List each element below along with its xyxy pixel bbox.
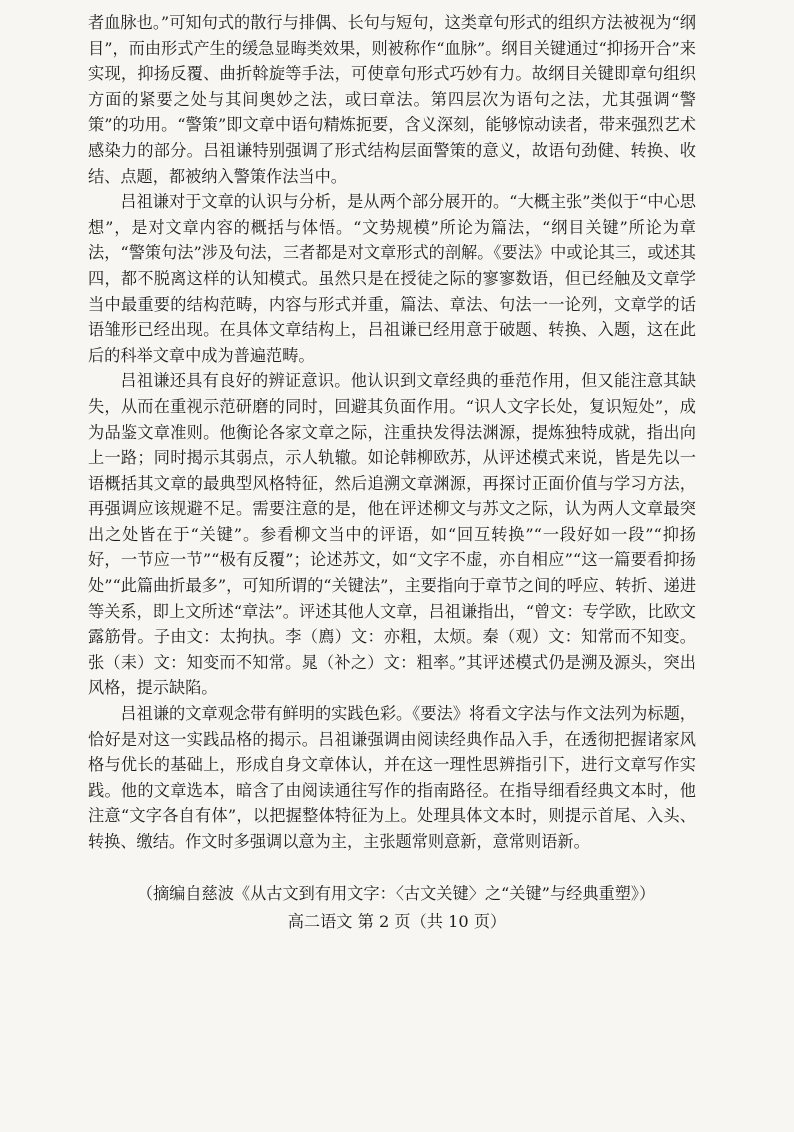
- paragraph-4: 吕祖谦的文章观念带有鲜明的实践色彩。《要法》将看文字法与作文法列为标题，恰好是对这一实践品格的揭示。吕祖谦强调由阅读经典作品入手，在透彻把握诸家风格与优长的基础上，形成自身文章体认，并在这一理性思辨指引下，进行文章写作实践。他的文章选本，暗含了由阅读通往写作的指南路径。在指导细看经典文本时，他注意“文字各自有体”，以把握整体特征为上。处理具体文本时，则提示首尾、入头、转换、缴结。作文时多强调以意为主，主张题常则意新，意常则语新。: [88, 704, 696, 851]
- page-footer: 高二语文 第 2 页（共 10 页）: [287, 912, 507, 931]
- paragraph-1: 者血脉也。”可知句式的散行与排偶、长句与短句，这类章句形式的组织方法被视为“纲目”，而由形式产生的缓急显晦类效果，则被称作“血脉”。纲目关键通过“抑扬开合”来实现，抑扬反覆、曲折斡旋等手法，可使章句形式巧妙有力。故纲目关键即章句组织方面的紧要之处与其间奥妙之法，或曰章法。第四层次为语句之法，尤其强调“警策”的功用。“警策”即文章中语句精炼扼要，含义深刻，能够惊动读者，带来强烈艺术感染力的部分。吕祖谦特别强调了形式结构层面警策的意义，故语句劲健、转换、收结、点题，都被纳入警策作法当中。: [88, 13, 696, 186]
- paragraph-2: 吕祖谦对于文章的认识与分析，是从两个部分展开的。“大概主张”类似于“中心思想”，是对文章内容的概括与体悟。“文势规模”所论为篇法，“纲目关键”所论为章法，“警策句法”涉及句法，三者都是对文章形式的剖解。《要法》中或论其三，或述其四，都不脱离这样的认知模式。虽然只是在授徒之际的寥寥数语，但已经触及文章学当中最重要的结构范畴，内容与形式并重，篇法、章法、句法一一论列，文章学的话语雏形已经出现。在具体文章结构上，吕祖谦已经用意于破题、转换、入题，这在此后的科举文章中成为普遍范畴。: [88, 192, 696, 365]
- paragraph-3: 吕祖谦还具有良好的辨证意识。他认识到文章经典的垂范作用，但又能注意其缺失，从而在重视示范研磨的同时，回避其负面作用。“识人文字长处，复识短处”，成为品鉴文章准则。他衡论各家文章之际，注重抉发得法渊源，提炼独特成就，指出向上一路；同时揭示其弱点，示人轨辙。如论韩柳欧苏，从评述模式来说，皆是先以一语概括其文章的最典型风格特征，然后追溯文章渊源，再探讨正面价值与学习方法，再强调应该规避不足。需要注意的是，他在评述柳文与苏文之际，认为两人文章最突出之处皆在于“关键”。参看柳文当中的评语，如“回互转换”“一段好如一段”“抑扬好，一节应一节”“极有反覆”；论述苏文，如“文字不虚，亦自相应”“这一篇要看抑扬处”“此篇曲折最多”，可知所谓的“关键法”，主要指向于章节之间的呼应、转折、递进等关系，即上文所述“章法”。评述其他人文章，吕祖谦指出，“曾文：专学欧，比欧文露筋骨。子由文：太拘执。李（廌）文：亦粗，太烦。秦（观）文：知常而不知变。张（耒）文：知变而不知常。晁（补之）文：粗率。”其评述模式仍是溯及源头，突出风格，提示缺陷。: [88, 371, 696, 698]
- article-body: [88, 10, 696, 855]
- source-citation: （摘编自慈波《从古文到有用文字：〈古文关键〉之“关键”与经典重塑》）: [136, 884, 656, 903]
